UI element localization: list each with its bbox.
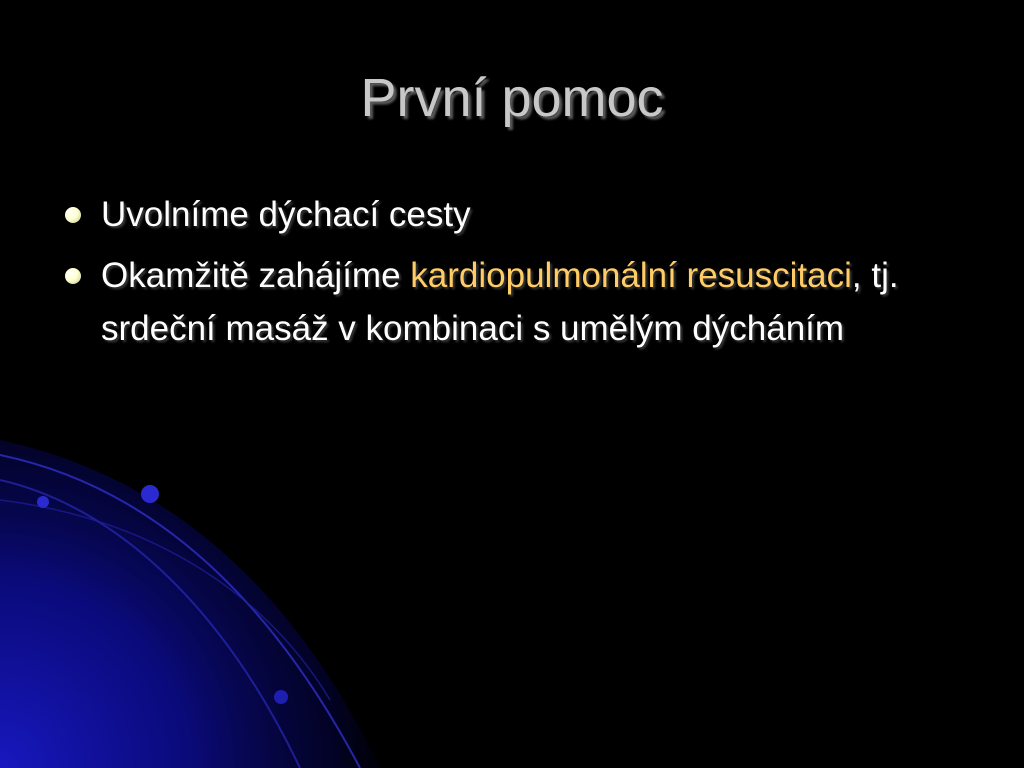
bullet-list — [60, 188, 960, 363]
slide-title: První pomoc — [360, 68, 664, 128]
bullet-dot-icon — [65, 268, 81, 284]
bullet-item — [60, 249, 960, 355]
bullet-text-start: Okamžitě zahájíme — [101, 256, 411, 295]
bullet-text-end: , tj. srdeční masáž v kombinaci s umělým dýcháním — [101, 256, 899, 348]
bullet-text: Uvolníme dýchací cesty — [101, 195, 471, 234]
highlighted-term: kardiopulmonální resuscitaci — [410, 256, 852, 295]
bullet-item — [60, 188, 960, 241]
bullet-dot-icon — [65, 207, 81, 223]
